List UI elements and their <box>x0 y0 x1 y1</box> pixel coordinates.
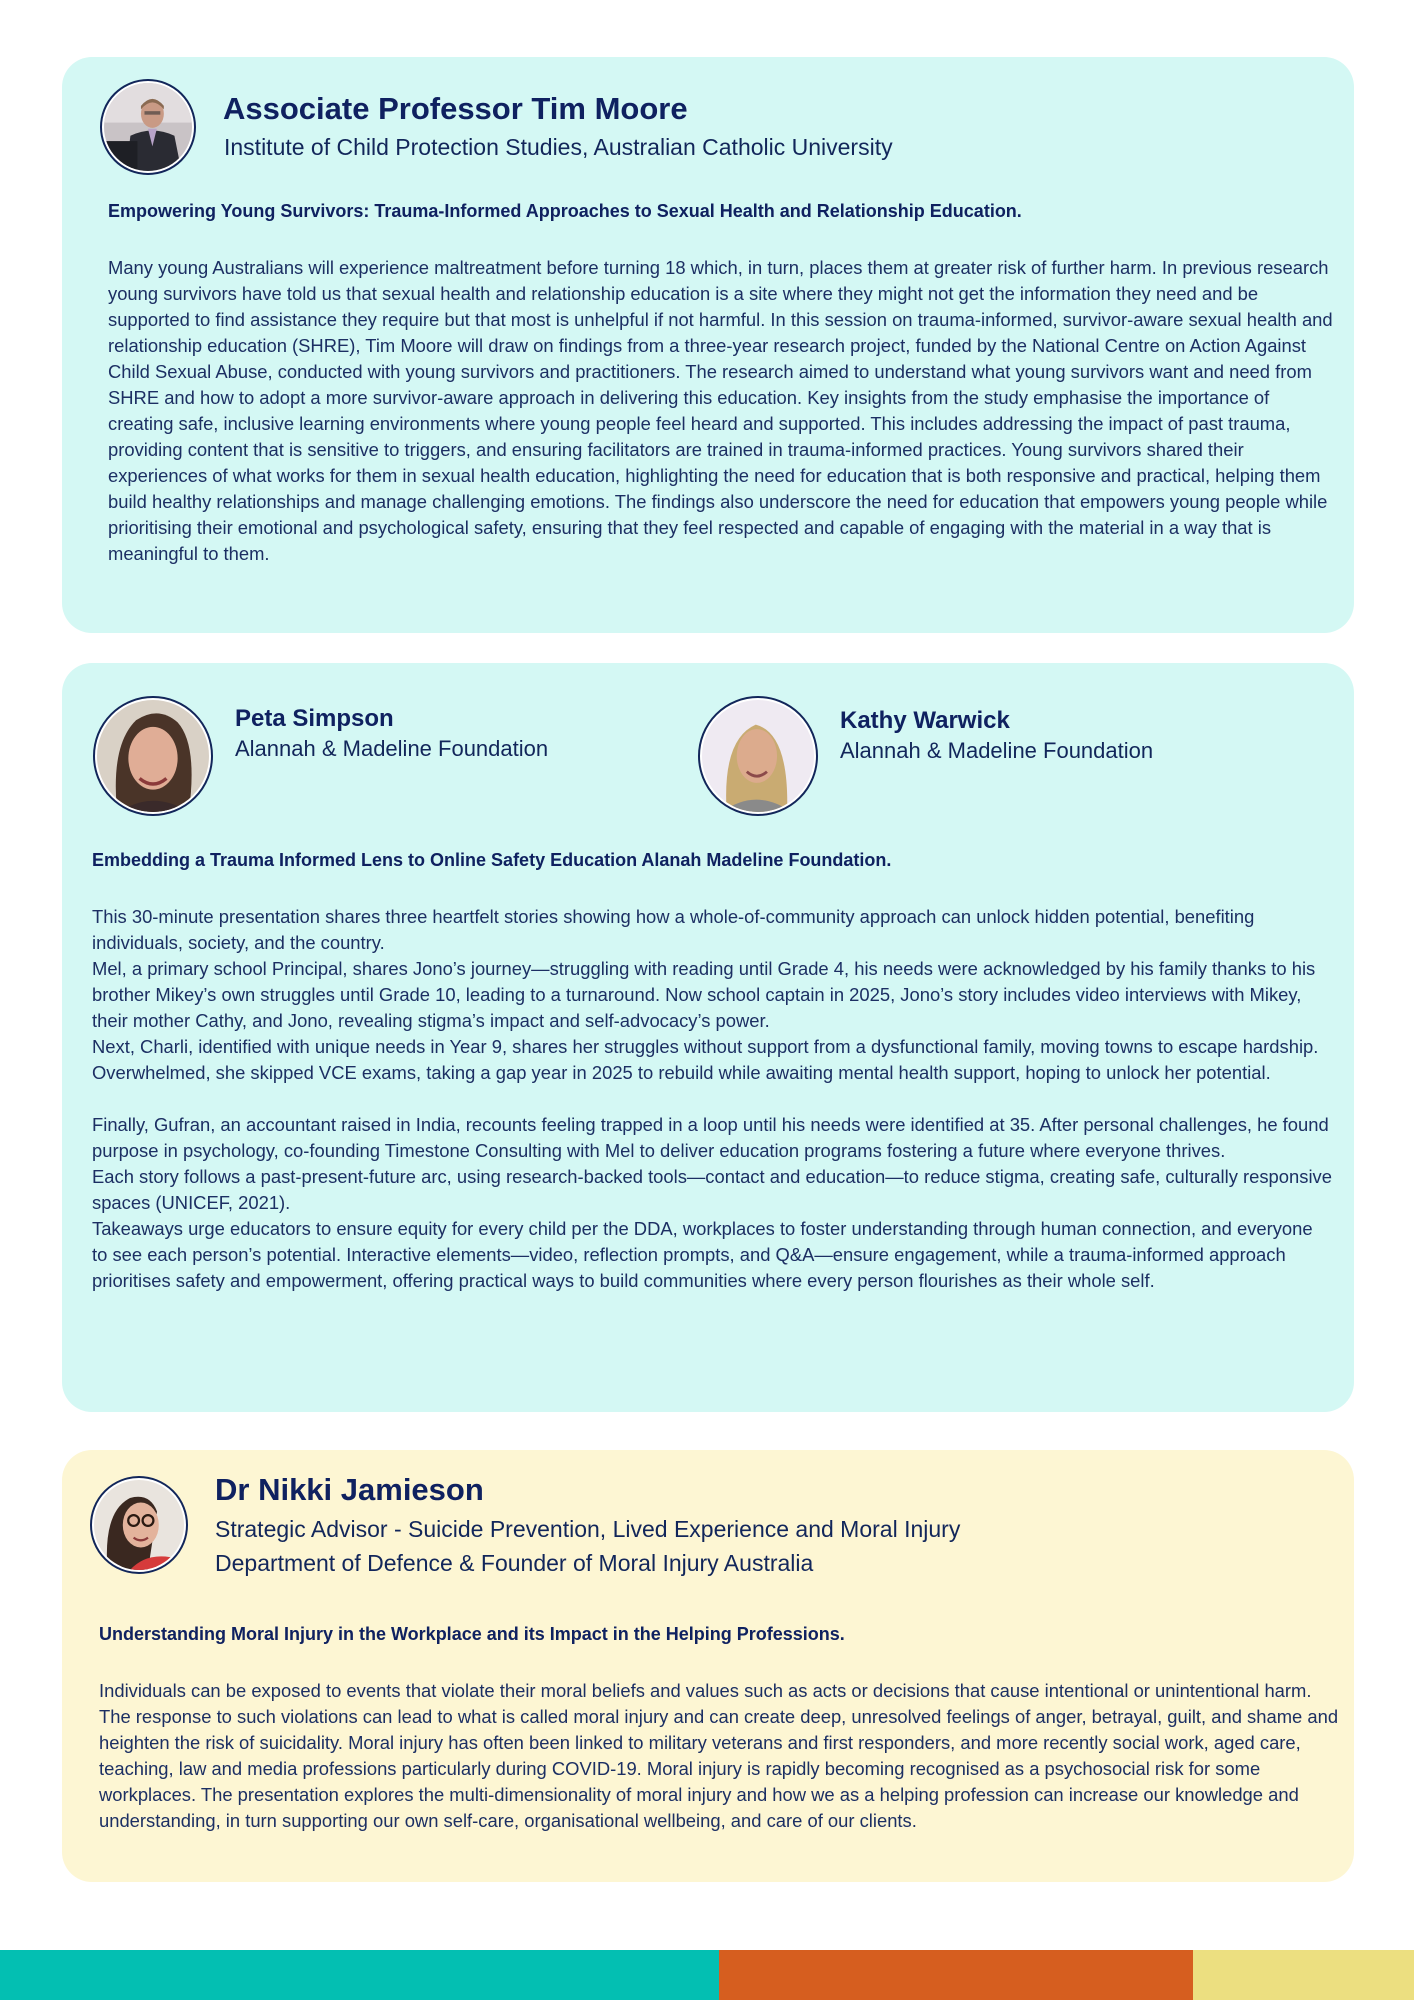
avatar-peta-simpson <box>93 696 213 816</box>
speaker-affiliation-line-2: Department of Defence & Founder of Moral Injury Australia <box>215 1550 814 1576</box>
speaker-photo <box>104 83 192 171</box>
abstract-paragraph: Individuals can be exposed to events that violate their moral beliefs and values such as acts or decisions that cause intentional or unintentional harm. The response to such violations can lead to what is called moral injury and can create deep, unresolved feelings of anger, betrayal, guilt, and shame and heighten the risk of suicidality. Moral injury has often been linked to military veterans and first responders, and more recently social work, aged care, teaching, law and media professions particularly during COVID-19. Moral injury is rapidly becoming recognised as a psychosocial risk for some workplaces. The presentation explores the multi-dimensionality of moral injury and how we as a helping profession can increase our knowledge and understanding, in turn supporting our own self-care, organisational wellbeing, and care of our clients. <box>99 1680 1339 1831</box>
abstract-paragraph: Next, Charli, identified with unique needs in Year 9, shares her struggles without support from a dysfunctional family, moving towns to escape hardship. Overwhelmed, she skipped VCE exams, taking a gap year in 2025 to rebuild while awaiting mental health support, hoping to unlock her potential. <box>92 1036 1319 1083</box>
footer-stripe-orange <box>719 1950 1193 2000</box>
talk-title: Embedding a Trauma Informed Lens to Online Safety Education Alanah Madeline Foundation. <box>92 850 892 870</box>
avatar-tim-moore <box>100 79 196 175</box>
speaker-name: Dr Nikki Jamieson <box>215 1472 484 1507</box>
talk-abstract <box>99 1678 1339 1834</box>
abstract-paragraph: Mel, a primary school Principal, shares Jono’s journey—struggling with reading until Grade 4, his needs were acknowledged by his family thanks to his brother Mikey’s own struggles until Grade 10, leading to a turnaround. Now school captain in 2025, Jono’s story includes video interviews with Mikey, their mother Cathy, and Jono, revealing stigma’s impact and self-advocacy’s power. <box>92 958 1316 1031</box>
speaker-affiliation: Alannah & Madeline Foundation <box>235 736 549 761</box>
speaker-card-tim-moore <box>62 57 1354 633</box>
abstract-paragraph: Finally, Gufran, an accountant raised in India, recounts feeling trapped in a loop until his needs were identified at 35. After personal challenges, he found purpose in psychology, co-founding Timestone Consulting with Mel to deliver education programs fostering a future where everyone thrives. <box>92 1114 1329 1161</box>
speaker-affiliation: Institute of Child Protection Studies, Australian Catholic University <box>224 134 893 160</box>
speaker-name: Peta Simpson <box>235 705 394 732</box>
speaker-photo <box>94 1480 184 1570</box>
abstract-paragraph: Takeaways urge educators to ensure equity for every child per the DDA, workplaces to foster understanding through human connection, and everyone to see each person’s potential. Interactive elements—video, reflection prompts, and Q&A—ensure engagement, while a trauma-informed approach prioritises safety and empowerment, offering practical ways to build communities where every person flourishes as their whole self. <box>92 1218 1313 1291</box>
talk-title: Understanding Moral Injury in the Workplace and its Impact in the Helping Professions. <box>99 1624 845 1644</box>
talk-abstract <box>92 904 1332 1294</box>
footer-stripe-teal <box>0 1950 719 2000</box>
speaker-affiliation: Alannah & Madeline Foundation <box>840 738 1154 763</box>
avatar-kathy-warwick <box>698 696 818 816</box>
speaker-affiliation-line-1: Strategic Advisor - Suicide Prevention, Lived Experience and Moral Injury <box>215 1516 961 1542</box>
speaker-name: Kathy Warwick <box>840 707 1010 734</box>
speaker-card-nikki-jamieson <box>62 1450 1354 1882</box>
footer-stripe-yellow <box>1193 1950 1414 2000</box>
abstract-paragraph: This 30-minute presentation shares three heartfelt stories showing how a whole-of-community approach can unlock hidden potential, benefiting individuals, society, and the country. <box>92 906 1255 953</box>
speaker-photo <box>97 700 209 812</box>
abstract-paragraph: Many young Australians will experience maltreatment before turning 18 which, in turn, places them at greater risk of further harm. In previous research young survivors have told us that sexual health and relationship education is a site where they might not get the information they need and be supported to find assistance they require but that most is unhelpful if not harmful. In this session on trauma-informed, survivor-aware sexual health and relationship education (SHRE), Tim Moore will draw on findings from a three-year research project, funded by the National Centre on Action Against Child Sexual Abuse, conducted with young survivors and practitioners. The research aimed to understand what young survivors want and need from SHRE and how to adopt a more survivor-aware approach in delivering this education. Key insights from the study emphasise the importance of creating safe, inclusive learning environments where young people feel heard and supported. This includes addressing the impact of past trauma, providing content that is sensitive to triggers, and ensuring facilitators are trained in trauma-informed practices. Young survivors shared their experiences of what works for them in sexual health education, highlighting the need for education that is both responsive and practical, helping them build healthy relationships and manage challenging emotions. The findings also underscore the need for education that empowers young people while prioritising their emotional and psychological safety, ensuring that they feel respected and capable of engaging with the material in a way that is meaningful to them. <box>108 257 1333 564</box>
avatar-nikki-jamieson <box>90 1476 188 1574</box>
talk-title: Empowering Young Survivors: Trauma-Informed Approaches to Sexual Health and Relationship Education. <box>108 201 1022 221</box>
speaker-card-joint-talk <box>62 663 1354 1412</box>
speaker-name: Associate Professor Tim Moore <box>223 91 688 126</box>
talk-abstract <box>108 255 1338 567</box>
speaker-photo <box>702 700 814 812</box>
abstract-paragraph: Each story follows a past-present-future arc, using research-backed tools—contact and education—to reduce stigma, creating safe, culturally responsive spaces (UNICEF, 2021). <box>92 1166 1332 1213</box>
